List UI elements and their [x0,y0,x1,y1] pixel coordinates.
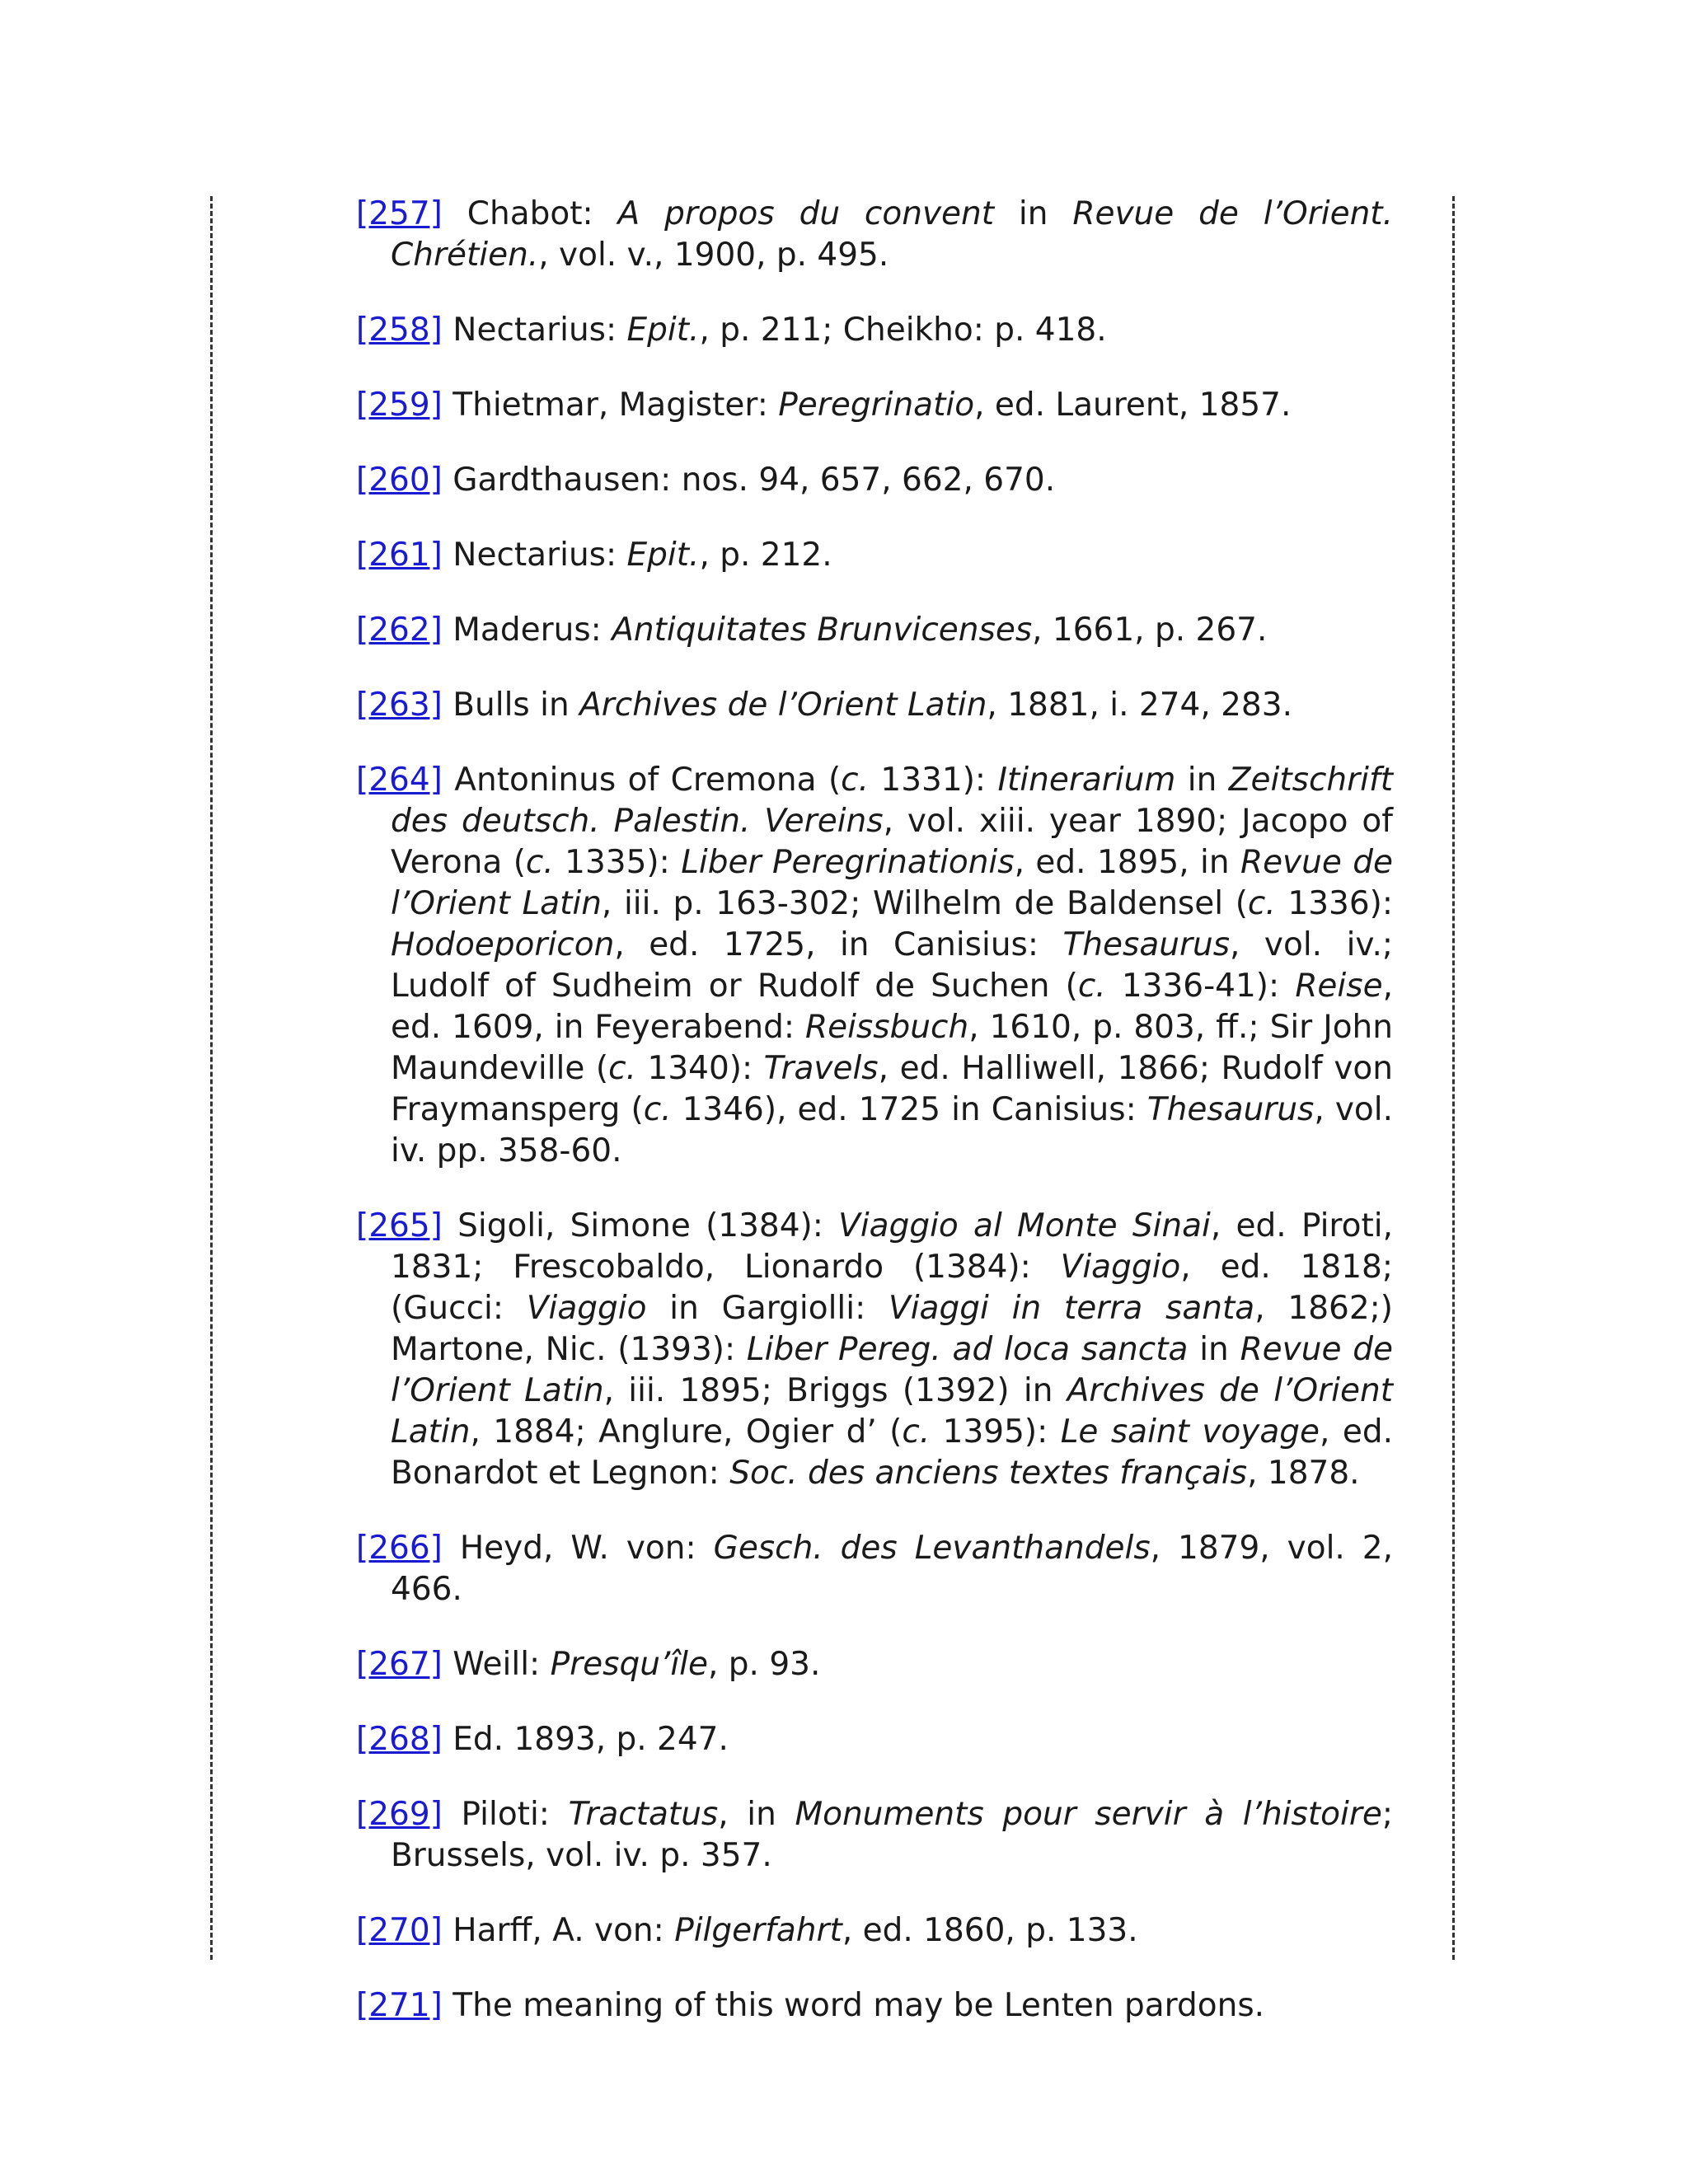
left-margin-rule [210,196,213,1960]
italic-title: c. [902,1413,931,1451]
footnote-text: , vol. iv.; Ludolf of Sudheim or Rudolf de Suchen ( [391,926,1393,1005]
footnote-text: , 1884; Anglure, Ogier d’ ( [470,1413,903,1451]
footnote-backlink[interactable]: [262] [356,612,443,649]
footnote-text: in [1175,762,1229,799]
footnote-text: , iii. 1895; Briggs (1392) in [603,1372,1067,1409]
footnote-text: , 1881, i. 274, 283. [987,687,1292,724]
footnote-backlink[interactable]: [269] [356,1796,443,1833]
footnote-text: 1346), ed. 1725 in Canisius: [671,1091,1147,1128]
footnote-text: , iii. p. 163-302; Wilhelm de Baldensel ( [601,885,1248,922]
footnote-backlink[interactable]: [271] [356,1987,443,2024]
footnote-backlink[interactable]: [268] [356,1721,443,1758]
italic-title: A propos du convent [617,195,995,232]
footnote-backlink[interactable]: [265] [356,1207,443,1244]
italic-title: Epit. [626,312,700,349]
footnote-text: 1340): [635,1050,764,1087]
footnote-text: Nectarius: [442,537,627,574]
italic-title: Travels [763,1050,879,1087]
italic-title: Thesaurus [1062,926,1231,963]
footnote-backlink[interactable]: [260] [356,462,443,499]
italic-title: Revue de l’Orient. Chrétien. [391,195,1393,274]
italic-title: Le saint voyage [1060,1413,1320,1451]
footnote-text: , 1610, p. 803, ff.; Sir John Maundeville ( [391,1009,1393,1087]
footnote [356,1528,1393,1610]
footnote-text: , vol. xiii. year 1890; Jacopo of Verona ( [391,803,1393,881]
footnote-backlink[interactable]: [267] [356,1646,443,1683]
footnote-text: , ed. Bonardot et Legnon: [391,1413,1394,1492]
italic-title: Itinerarium [997,762,1176,799]
italic-title: Monuments pour servir à l’histoire [795,1796,1382,1833]
italic-title: Reise [1295,968,1383,1005]
footnote-text: , p. 93. [708,1646,821,1683]
italic-title: c. [1247,885,1276,922]
italic-title: Gesch. des Levanthandels [713,1530,1151,1567]
right-margin-rule [1452,196,1455,1960]
footnote-text: Antoninus of Cremona ( [442,762,842,799]
footnote [356,1719,1393,1760]
footnote-text: , ed. Piroti, 1831; Frescobaldo, Lionardo (1384): [391,1207,1393,1286]
footnote-text: in Gargiolli: [646,1290,889,1327]
footnote [356,1794,1393,1877]
footnote [356,1206,1393,1494]
italic-title: Peregrinatio [778,387,975,424]
italic-title: Presqu’île [550,1646,708,1683]
italic-title: Archives de l’Orient Latin [579,687,987,724]
italic-title: Thesaurus [1146,1091,1315,1128]
footnote-text: 1336-41): [1105,968,1296,1005]
footnote-text: , 1862;) Martone, Nic. (1393): [391,1290,1394,1368]
footnote-text: Nectarius: [442,312,627,349]
footnote-text: Gardthausen: nos. 94, 657, 662, 670. [442,462,1056,499]
italic-title: c. [1077,968,1106,1005]
footnote [356,760,1393,1172]
italic-title: Revue de l’Orient Latin [391,844,1394,922]
footnote-text: 1335): [553,844,682,881]
footnote-text: Maderus: [442,612,612,649]
footnote-text: Bulls in [442,687,580,724]
footnote-text: , ed. 1818; (Gucci: [391,1249,1394,1327]
footnote-text: , vol. iv. pp. 358-60. [391,1091,1394,1169]
footnote [356,685,1393,726]
italic-title: Viaggio [1060,1249,1181,1286]
italic-title: Epit. [626,537,700,574]
italic-title: Liber Peregrinationis [681,844,1015,881]
footnote-backlink[interactable]: [259] [356,387,443,424]
italic-title: c. [643,1091,672,1128]
italic-title: Hodoeporicon [391,926,615,963]
footnote-text: ; Brussels, vol. iv. p. 357. [391,1796,1393,1874]
footnote-text: 1331): [869,762,998,799]
footnote-text: , p. 211; Cheikho: p. 418. [699,312,1107,349]
italic-title: Antiquitates Brunvicenses [612,612,1033,649]
italic-title: Pilgerfahrt [674,1912,842,1949]
footnote-backlink[interactable]: [263] [356,687,443,724]
footnote-text: , ed. 1895, in [1014,844,1240,881]
italic-title: Archives de l’Orient Latin [391,1372,1394,1451]
italic-title: c. [608,1050,636,1087]
footnote-text: Weill: [442,1646,551,1683]
footnote-text: Heyd, W. von: [442,1530,714,1567]
footnote-text: , vol. v., 1900, p. 495. [538,237,889,274]
footnote-backlink[interactable]: [261] [356,537,443,574]
italic-title: Viaggi in terra santa [889,1290,1255,1327]
footnote-text: Piloti: [442,1796,569,1833]
italic-title: Zeitschrift des deutsch. Palestin. Vereins [391,762,1393,840]
footnote-text: 1336): [1275,885,1394,922]
footnotes-list [356,194,1393,2060]
footnote-text: in [1188,1331,1240,1368]
italic-title: Liber Pereg. ad loca sancta [746,1331,1189,1368]
italic-title: Revue de l’Orient Latin [391,1331,1393,1409]
footnote-text: , 1661, p. 267. [1032,612,1268,649]
italic-title: Viaggio [526,1290,647,1327]
footnote-backlink[interactable]: [270] [356,1912,443,1949]
footnote [356,1644,1393,1685]
italic-title: Tractatus [568,1796,719,1833]
italic-title: c. [525,844,554,881]
footnote-text: The meaning of this word may be Lenten pardons. [442,1987,1265,2024]
footnote-text: Thietmar, Magister: [442,387,779,424]
footnote [356,194,1393,276]
footnote-text: , 1878. [1247,1455,1360,1492]
footnote [356,610,1393,651]
footnote-text: in [994,195,1073,232]
footnote-backlink[interactable]: [264] [356,762,443,799]
footnote-text: , ed. 1609, in Feyerabend: [391,968,1393,1046]
footnote-text: Chabot: [442,195,618,232]
footnote [356,1985,1393,2027]
footnote-backlink[interactable]: [266] [356,1530,443,1567]
footnote-text: Ed. 1893, p. 247. [442,1721,729,1758]
italic-title: Soc. des anciens textes français [729,1455,1248,1492]
footnote-text: , p. 212. [699,537,832,574]
footnote-text: , ed. Halliwell, 1866; Rudolf von Fraymansperg ( [391,1050,1393,1128]
italic-title: Viaggio al Monte Sinai [838,1207,1211,1244]
footnote [356,310,1393,351]
footnote-text: 1395): [930,1413,1061,1451]
italic-title: Reissbuch [804,1009,969,1046]
footnote-text: , 1879, vol. 2, 466. [391,1530,1393,1608]
footnote [356,1910,1393,1952]
italic-title: c. [841,762,869,799]
footnote [356,460,1393,501]
footnote-text: , in [718,1796,795,1833]
footnote-backlink[interactable]: [258] [356,312,443,349]
footnote-text: , ed. 1860, p. 133. [842,1912,1138,1949]
footnote [356,385,1393,426]
footnote [356,535,1393,576]
footnote-text: , ed. 1725, in Canisius: [614,926,1063,963]
footnote-text: Harff, A. von: [442,1912,675,1949]
footnote-text: , ed. Laurent, 1857. [974,387,1292,424]
footnote-text: Sigoli, Simone (1384): [442,1207,839,1244]
footnote-backlink[interactable]: [257] [356,195,443,232]
